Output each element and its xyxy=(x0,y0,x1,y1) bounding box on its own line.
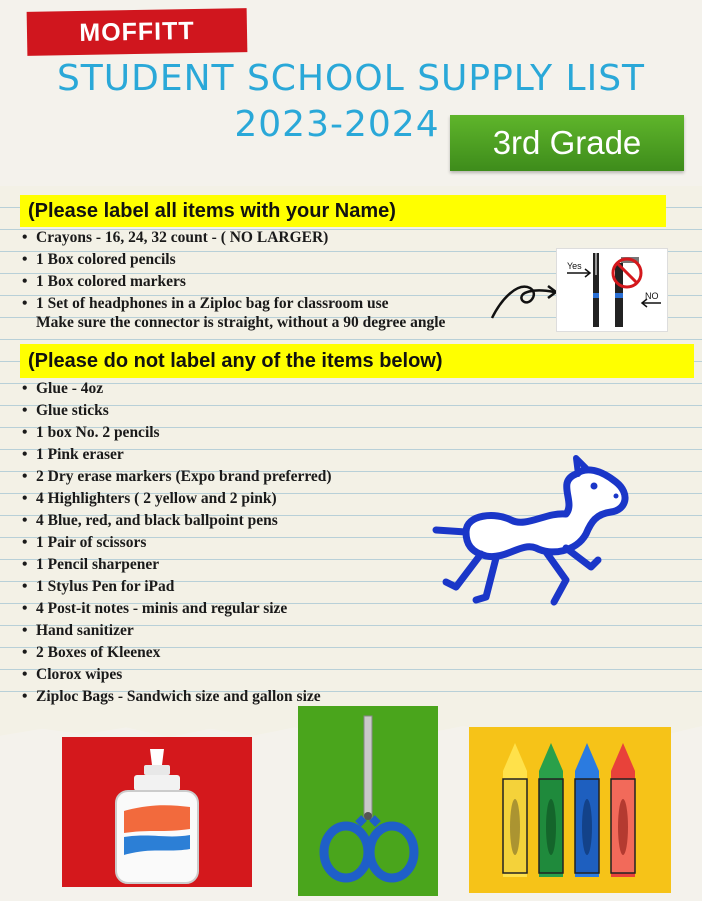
list-item: • 1 Pair of scissors xyxy=(22,534,147,551)
crayons-image xyxy=(469,727,671,893)
unlabeled-supply-list xyxy=(22,378,332,708)
list-item: • 1 Set of headphones in a Ziploc bag for classroom use xyxy=(22,295,389,312)
moffitt-logo: MOFFITT xyxy=(27,8,248,56)
list-item: • Glue sticks xyxy=(22,402,109,419)
headphone-note: Make sure the connector is straight, without a 90 degree angle xyxy=(36,314,446,331)
list-item: • Glue - 4oz xyxy=(22,380,104,397)
grade-badge: 3rd Grade xyxy=(450,115,684,171)
school-year: 2023-2024 xyxy=(234,104,440,145)
list-item: • Clorox wipes xyxy=(22,666,123,683)
labeled-supply-list xyxy=(22,227,389,315)
list-item: • 4 Highlighters ( 2 yellow and 2 pink) xyxy=(22,490,277,507)
list-item: • 2 Boxes of Kleenex xyxy=(22,644,161,661)
list-item: • Hand sanitizer xyxy=(22,622,134,639)
yes-label: Yes xyxy=(567,261,582,271)
unlabeled-items-banner: (Please do not label any of the items below) xyxy=(20,344,694,378)
no-label: NO xyxy=(645,291,659,301)
page-title: STUDENT SCHOOL SUPPLY LIST xyxy=(56,58,646,99)
list-item: • 4 Post-it notes - minis and regular size xyxy=(22,600,288,617)
list-item: • Ziploc Bags - Sandwich size and gallon size xyxy=(22,688,321,705)
horse-doodle-icon xyxy=(426,452,636,612)
list-item: • 4 Blue, red, and black ballpoint pens xyxy=(22,512,278,529)
headphone-connector-image xyxy=(556,248,668,332)
list-item: • 1 Pink eraser xyxy=(22,446,124,463)
list-item: • 1 Box colored markers xyxy=(22,273,186,290)
list-item: • 1 Stylus Pen for iPad xyxy=(22,578,175,595)
label-items-banner: (Please label all items with your Name) xyxy=(20,195,666,227)
list-item: • 1 box No. 2 pencils xyxy=(22,424,160,441)
list-item: • 1 Box colored pencils xyxy=(22,251,176,268)
scissors-image xyxy=(298,706,438,896)
list-item: • Crayons - 16, 24, 32 count - ( NO LARGER) xyxy=(22,229,329,246)
list-item: • 1 Pencil sharpener xyxy=(22,556,160,573)
list-item: • 2 Dry erase markers (Expo brand preferred) xyxy=(22,468,332,485)
curly-arrow-icon xyxy=(488,278,562,322)
glue-bottle-image xyxy=(62,737,252,887)
